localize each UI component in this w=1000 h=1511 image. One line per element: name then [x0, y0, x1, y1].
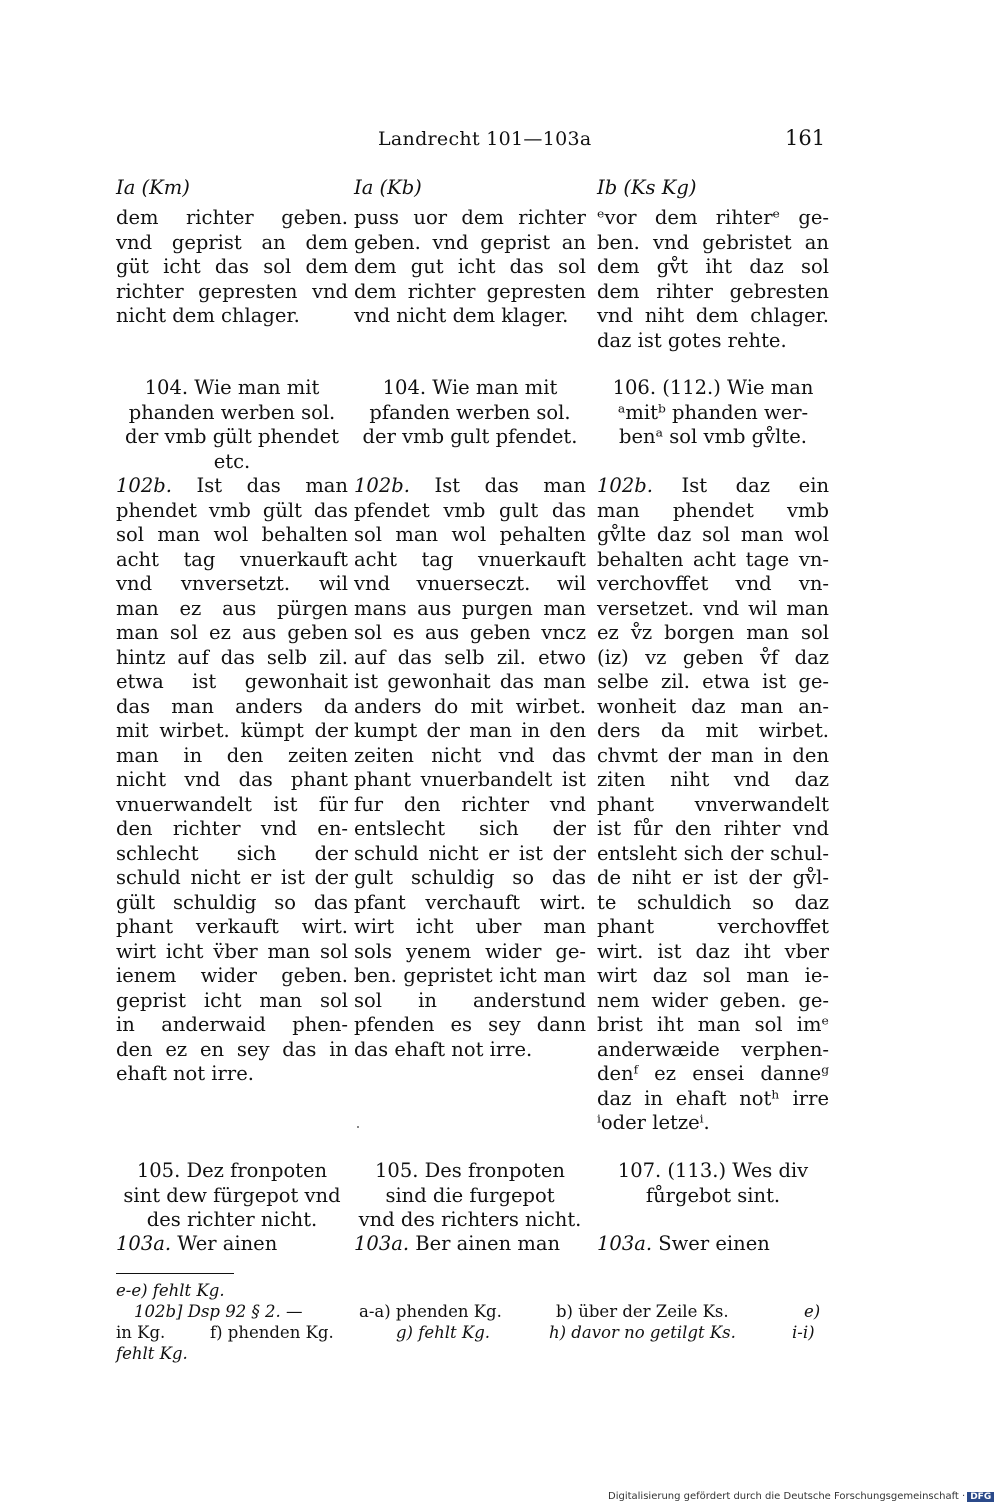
- footnote-text: in Kg.: [116, 1323, 166, 1342]
- body1-line: auf das selb zil. etwo: [354, 645, 586, 669]
- siglum: Ia (Km): [116, 176, 190, 199]
- top-line: güt icht das sol dem: [116, 255, 348, 278]
- running-header-title: Landrecht 101—103a: [378, 128, 592, 150]
- heading1-line: 104. Wie man mit: [144, 376, 320, 399]
- top-line: vnd niht dem chlager.: [597, 304, 829, 327]
- body1-line: wirt icht uber man: [354, 915, 586, 938]
- body1-line: pfenden es sey dann: [354, 1013, 586, 1036]
- heading1-line: 104. Wie man mit: [382, 376, 558, 399]
- top-line: vnd nicht dem klager.: [354, 304, 569, 327]
- body1-line: daz in ehaft notʰ irre: [597, 1086, 829, 1110]
- footnote-text: e): [804, 1302, 821, 1321]
- top-line: dem richter gepresten: [354, 279, 586, 303]
- body1-line: hintz auf das selb zil.: [116, 645, 348, 669]
- body1-line: de niht er ist der gv̊l-: [597, 866, 829, 889]
- body1-line: versetzet. vnd wil man: [597, 596, 829, 620]
- scan-speck: [357, 1126, 359, 1128]
- body1-line: wirt icht v̈ber man sol: [116, 939, 348, 963]
- heading1-line: phanden werben sol.: [128, 400, 336, 424]
- footnote-text: 102b] Dsp 92 § 2. —: [134, 1302, 303, 1321]
- heading1-block: [597, 376, 829, 450]
- body2-block: [116, 1232, 348, 1257]
- dfg-logo-badge: DFG: [967, 1492, 994, 1502]
- heading2-line: des richter nicht.: [146, 1208, 318, 1231]
- top-line: daz ist gotes rehte.: [597, 328, 787, 352]
- heading2-line: sint dew fürgepot vnd: [123, 1183, 341, 1207]
- top-line: dem gut icht das sol: [354, 255, 586, 278]
- body1-line: 102b. Ist daz ein: [597, 474, 829, 497]
- body1-line: sol es aus geben vncz: [354, 621, 586, 644]
- heading2-line: fůrgebot sint.: [645, 1183, 781, 1207]
- body1-line: schuld nicht er ist der: [116, 866, 348, 889]
- body1-line: schuld nicht er ist der: [354, 841, 586, 865]
- body1-line: ist fůr den rihter vnd: [597, 817, 829, 840]
- heading2-line: 107. (113.) Wes div: [617, 1159, 809, 1182]
- body1-line: gult schuldig so das: [354, 866, 586, 889]
- top-line: nicht dem chlager.: [116, 304, 300, 327]
- section-marker: 102b.: [354, 474, 410, 497]
- body1-line: pfant verchauft wirt.: [354, 890, 586, 914]
- body1-block: [354, 474, 586, 1062]
- credit-text: Digitalisierung gefördert durch die Deutsche Forschungsgemeinschaft ·: [608, 1491, 966, 1502]
- heading2-block: [116, 1159, 348, 1233]
- top-line: geben. vnd geprist an: [354, 230, 586, 254]
- body1-line: wirt daz sol man ie-: [597, 964, 829, 987]
- top-block: [354, 206, 586, 329]
- page-number: 161: [785, 126, 826, 150]
- body1-line: sols yenem wider ge-: [354, 939, 586, 963]
- footnote-text: g) fehlt Kg.: [396, 1323, 491, 1342]
- section-marker: 102b.: [597, 474, 653, 497]
- body1-line: kumpt der man in den: [354, 719, 586, 742]
- footnote-text: f) phenden Kg.: [210, 1323, 334, 1342]
- footnote-line-1: [116, 1280, 820, 1301]
- siglum: Ia (Kb): [354, 176, 422, 199]
- body1-line: wonheit daz man an-: [597, 694, 829, 718]
- body1-block: [597, 474, 829, 1136]
- body1-line: anderwæide verphen-: [597, 1037, 829, 1061]
- body1-line: sol in anderstund: [354, 988, 586, 1012]
- body1-line: ⁱoder letzeⁱ.: [597, 1111, 710, 1134]
- heading2-line: 105. Des fronpoten: [375, 1159, 565, 1182]
- body1-line: ehaft not irre.: [116, 1062, 254, 1085]
- body1-line: zeiten nicht vnd das: [354, 743, 586, 767]
- body1-line: phendet vmb gült das: [116, 498, 348, 522]
- top-line: dem gv̊t iht daz sol: [597, 255, 829, 278]
- heading1-line: der vmb gült phendet: [124, 425, 340, 448]
- body1-line: ez v̊z borgen man sol: [597, 621, 829, 644]
- siglum: Ib (Ks Kg): [597, 176, 697, 199]
- heading1-line: ᵃmitᵇ phanden wer-: [617, 400, 809, 424]
- body1-line: phant vnuerbandelt ist: [354, 768, 586, 791]
- body1-line: denᶠ ez ensei danneᵍ: [597, 1062, 829, 1085]
- body1-line: vnd vnversetzt. wil: [116, 572, 348, 595]
- body1-line: entslecht sich der: [354, 817, 586, 840]
- body1-line: sol man wol behalten: [116, 523, 348, 546]
- heading1-line: benᵃ sol vmb gv̊lte.: [619, 425, 807, 448]
- body1-line: selbe zil. etwa ist ge-: [597, 670, 829, 693]
- body1-line: behalten acht tage vn-: [597, 547, 829, 571]
- body1-line: ziten niht vnd daz: [597, 768, 829, 791]
- top-line: vnd geprist an dem: [116, 230, 348, 254]
- body1-line: den richter vnd en-: [116, 817, 348, 840]
- body1-block: [116, 474, 348, 1087]
- top-line: ᵉvor dem rihterᵉ ge-: [597, 206, 829, 229]
- body1-line: vnuerwandelt ist für: [116, 792, 348, 816]
- body1-line: nem wider geben. ge-: [597, 988, 829, 1012]
- body1-line: anders do mit wirbet.: [354, 694, 586, 718]
- heading2-line: 105. Dez fronpoten: [136, 1159, 328, 1182]
- top-line: richter gepresten vnd: [116, 279, 348, 303]
- top-block: [116, 206, 348, 329]
- body1-line: man phendet vmb: [597, 498, 829, 522]
- heading2-line: sind die furgepot: [385, 1183, 555, 1207]
- body1-line: den ez en sey das in: [116, 1037, 348, 1061]
- body1-line: wirt. ist daz iht vber: [597, 939, 829, 963]
- body1-line: phant verchovffet: [597, 915, 829, 938]
- body2-line: 103a. Wer ainen: [116, 1232, 278, 1255]
- section-marker: 103a.: [597, 1232, 653, 1255]
- heading1-line: der vmb gult pfendet.: [362, 425, 578, 448]
- body1-line: phant verkauft wirt.: [116, 915, 348, 938]
- body1-line: ienem wider geben.: [116, 964, 348, 987]
- body1-line: chvmt der man in den: [597, 743, 829, 767]
- body2-line: 103a. Swer einen: [597, 1232, 770, 1255]
- body1-line: das man anders da: [116, 694, 348, 718]
- body1-line: etwa ist gewonhait: [116, 670, 348, 693]
- section-marker: 103a.: [354, 1232, 410, 1255]
- body1-line: geprist icht man sol: [116, 988, 348, 1012]
- body1-line: vnd vnuerseczt. wil: [354, 572, 586, 595]
- heading1-block: [354, 376, 586, 450]
- body1-line: ben. gepristet icht man: [354, 964, 586, 987]
- heading2-line: vnd des richters nicht.: [358, 1208, 582, 1231]
- body1-line: gült schuldig so das: [116, 890, 348, 914]
- top-line: dem rihter gebresten: [597, 279, 829, 303]
- footnote-text: fehlt Kg.: [116, 1344, 188, 1363]
- body1-line: phant vnverwandelt: [597, 792, 829, 816]
- heading2-block: [597, 1159, 829, 1208]
- body1-line: mit wirbet. kümpt der: [116, 719, 348, 742]
- body1-line: schlecht sich der: [116, 841, 348, 865]
- section-marker: 103a.: [116, 1232, 172, 1255]
- heading1-line: pfanden werben sol.: [369, 400, 571, 424]
- body1-line: te schuldich so daz: [597, 890, 829, 914]
- footnote-text: i-i): [792, 1323, 815, 1342]
- heading2-block: [354, 1159, 586, 1233]
- top-line: puss uor dem richter: [354, 206, 586, 229]
- body1-line: man ez aus pürgen: [116, 596, 348, 620]
- top-line: ben. vnd gebristet an: [597, 230, 829, 254]
- body1-line: in anderwaid phen-: [116, 1013, 348, 1036]
- body1-line: fur den richter vnd: [354, 792, 586, 816]
- section-marker: 102b.: [116, 474, 172, 497]
- body1-line: ist gewonhait das man: [354, 670, 586, 693]
- body1-line: acht tag vnuerkauft: [116, 547, 348, 571]
- heading1-block: [116, 376, 348, 474]
- body1-line: ders da mit wirbet.: [597, 719, 829, 742]
- body1-line: gv̊lte daz sol man wol: [597, 523, 829, 546]
- body1-line: man sol ez aus geben: [116, 621, 348, 644]
- footnote-text: b) über der Zeile Ks.: [556, 1302, 729, 1321]
- body1-line: mans aus purgen man: [354, 596, 586, 620]
- footnote-text: a-a) phenden Kg.: [359, 1302, 502, 1321]
- footnote-text: h) davor no getilgt Ks.: [549, 1323, 736, 1342]
- footnote-text: e-e) fehlt Kg.: [116, 1281, 225, 1300]
- footnote-line-4: [116, 1343, 820, 1364]
- top-block: [597, 206, 829, 353]
- body2-line: 103a. Ber ainen man: [354, 1232, 561, 1255]
- body1-line: 102b. Ist das man: [354, 474, 586, 497]
- body1-line: nicht vnd das phant: [116, 768, 348, 791]
- body1-line: verchovffet vnd vn-: [597, 572, 829, 595]
- body2-block: [354, 1232, 586, 1257]
- heading1-line: etc.: [213, 449, 251, 473]
- footnote-rule: [116, 1273, 234, 1274]
- body1-line: entsleht sich der schul-: [597, 841, 829, 865]
- body1-line: acht tag vnuerkauft: [354, 547, 586, 571]
- body1-line: man in den zeiten: [116, 743, 348, 767]
- body1-line: das ehaft not irre.: [354, 1037, 533, 1061]
- top-line: dem richter geben.: [116, 206, 348, 229]
- body1-line: pfendet vmb gult das: [354, 498, 586, 522]
- body1-line: (iz) vz geben v̊f daz: [597, 645, 829, 669]
- body1-line: 102b. Ist das man: [116, 474, 348, 497]
- digitization-credit: [608, 1491, 994, 1502]
- heading1-line: 106. (112.) Wie man: [612, 376, 814, 399]
- body2-block: [597, 1232, 829, 1257]
- body1-line: sol man wol pehalten: [354, 523, 586, 546]
- body1-line: brist iht man sol imᵉ: [597, 1013, 829, 1036]
